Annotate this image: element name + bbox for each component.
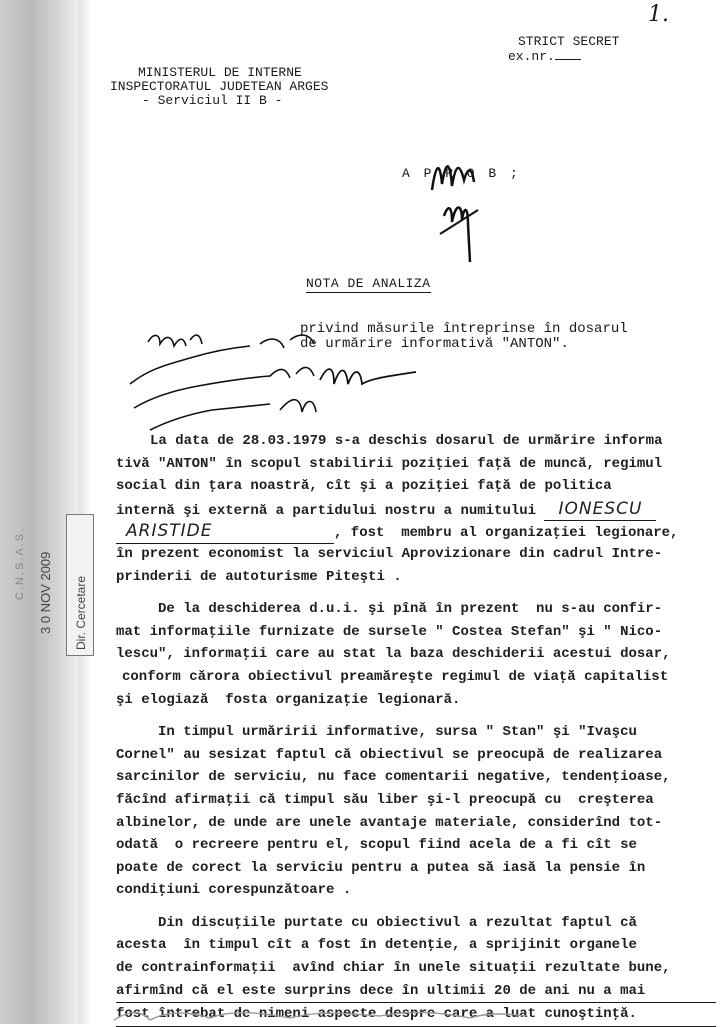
classification-label: STRICT SECRET [518, 34, 620, 49]
classification-block [508, 34, 619, 64]
text-line: prinderii de autoturisme Piteşti . [116, 568, 402, 585]
text-line-underlined: fost întrebat de nimeni aspecte despre care a luat cunoştinţă. [116, 1003, 716, 1027]
bottom-handwritten-scrawl [110, 1006, 530, 1024]
subject-line-2: de urmărire informativă "ANTON". [300, 336, 569, 352]
text-line: La data de 28.03.1979 s-a deschis dosarul de urmărire informa [150, 433, 663, 449]
handwritten-surname: IONESCU [544, 498, 656, 522]
handwritten-given-name: ARISTIDE [116, 520, 334, 544]
text-line: In timpul urmăririi informative, sursa " Stan" şi "Ivaşcu [158, 724, 637, 741]
text-line: De la deschiderea d.u.i. şi pînă în prezent nu s-au confir- [158, 601, 663, 618]
copy-number: ex.nr. [508, 49, 619, 64]
text-line: poate de corect la serviciu pentru a putea să iasă la pensie în [116, 859, 646, 876]
text-line: mat informaţiile furnizate de sursele " Costea Stefan" şi " Nico- [116, 623, 663, 640]
handwritten-resolution [120, 318, 420, 438]
text-line: acesta în timpul cît a fost în detenţie, a sprijinit organele [116, 937, 637, 954]
text-line: lescu", informaţii care au stat la baza deschiderii acestui dosar, [116, 646, 671, 663]
text-line: Cornel" au sesizat faptul că obiectivul se preocupă de realizarea [116, 746, 663, 763]
service-name: - Serviciul II B - [142, 93, 283, 108]
document-body [116, 430, 716, 1027]
text-line: făcînd afirmaţii că timpul său liber şi-l preocupă cu creşterea [116, 791, 654, 808]
text-line: tivă "ANTON" în scopul stabilirii poziţiei faţă de muncă, regimul [116, 455, 663, 472]
paragraph-3 [116, 721, 716, 902]
text-line: în prezent economist la serviciul Aprovizionare din cadrul Intre- [116, 545, 663, 562]
binding-strip [0, 0, 78, 1024]
text-line: Din discuţiile purtate cu obiectivul a rezultat faptul că [158, 914, 637, 931]
archive-date: 3 0 NOV 2009 [38, 551, 53, 634]
issuer-header [110, 66, 328, 108]
inspectorate-name: INSPECTORATUL JUDETEAN ARGES [110, 79, 329, 94]
text-line: conform cărora obiectivul preamăreşte regimul de viaţă capitalist [122, 668, 669, 685]
document-title: NOTA DE ANALIZA [306, 276, 431, 291]
paragraph-2 [116, 598, 716, 711]
page-number: 1. [648, 2, 669, 27]
text-line: sarcinilor de serviciu, nu face comentarii negative, tendenţioase, [116, 769, 671, 786]
ministry-name: MINISTERUL DE INTERNE [138, 65, 302, 80]
subject-line-1: privind măsurile întreprinse în dosarul [300, 321, 628, 337]
approval-signature [422, 150, 512, 270]
text-line: social din ţara noastră, cît şi a poziţiei faţă de politica [116, 478, 612, 495]
binding-shadow [78, 0, 92, 1024]
text-line: internă şi externă a partidului nostru a numitului IONESCU [116, 498, 716, 521]
approval-label: A P R O B ; [402, 166, 521, 181]
archive-department: Dir. Cercetare [74, 575, 88, 650]
text-line: albinelor, de unde are unele avantaje materiale, considerînd tot- [116, 814, 663, 831]
text-line: odată o recreere pentru el, scopul fiind acela de a fi cît se [116, 837, 637, 854]
paragraph-1 [116, 430, 716, 588]
text-line: condiţiuni corespunzătoare . [116, 882, 352, 899]
text-line: ARISTIDE , fost membru al organizaţiei legionare, [116, 520, 716, 543]
text-line-underlined: afirmînd că el este surprins dece în ultimii 20 de ani nu a mai [116, 980, 716, 1004]
text-line: de contrainformaţii avînd chiar în unele situaţii rezultate bune, [116, 960, 671, 977]
text-line: şi elogiază fosta organizaţie legionară. [116, 691, 461, 708]
archive-institution: C.N.S.A.S. [14, 526, 26, 600]
